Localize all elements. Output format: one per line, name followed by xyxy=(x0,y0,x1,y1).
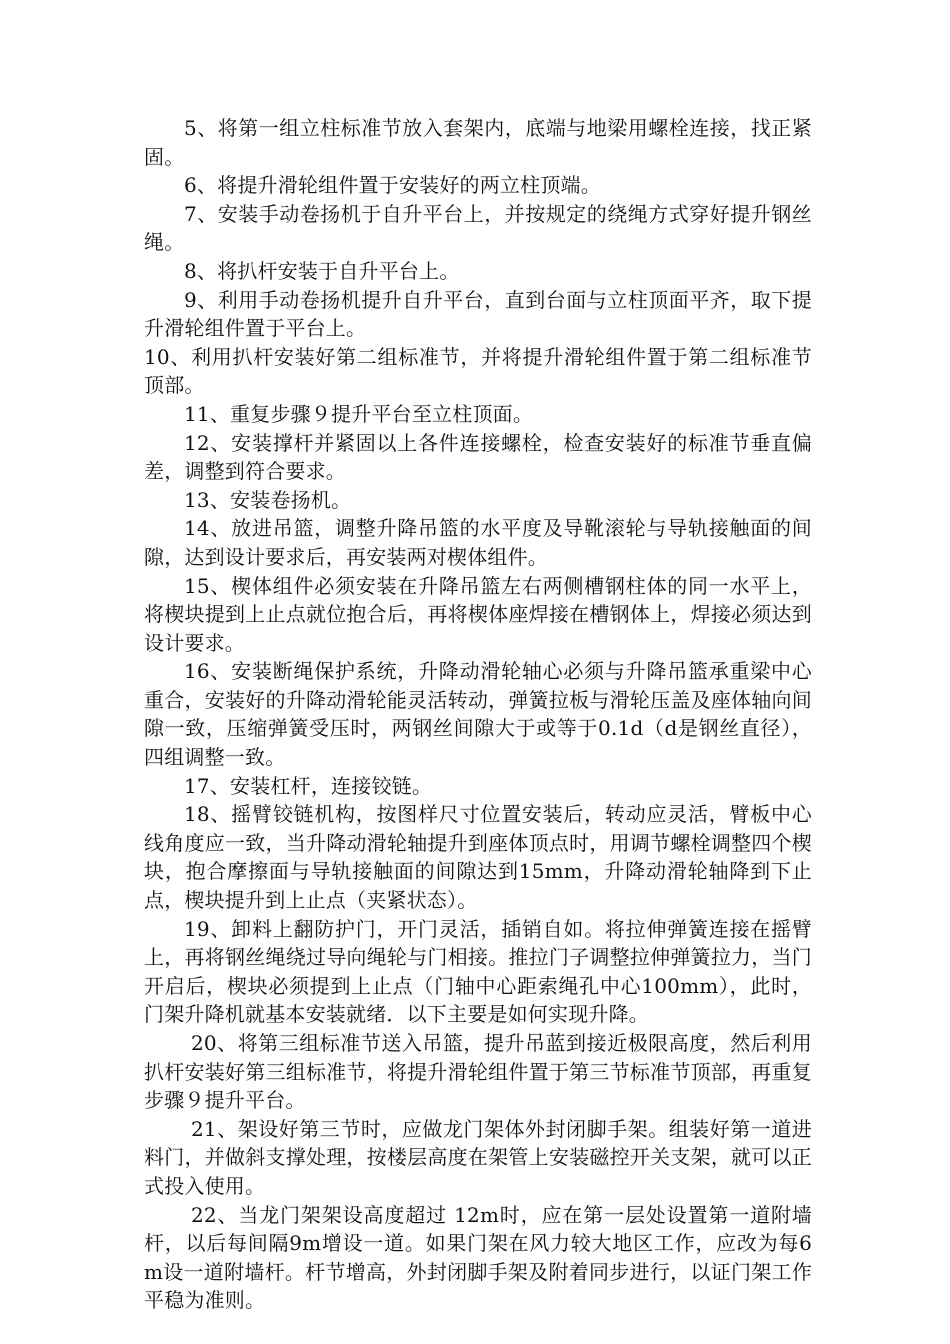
step-18-paragraph: 18、摇臂铰链机构，按图样尺寸位置安装后，转动应灵活，臂板中心线角度应一致，当升降动滑轮轴提升到座体顶点时，用调节螺栓调整四个楔块，抱合摩擦面与导轨接触面的间隙达到15mm，升降动滑轮轴降到下止点，楔块提升到上止点（夹紧状态）。 xyxy=(144,802,812,913)
step-11-paragraph: 11、重复步骤９提升平台至立柱顶面。 xyxy=(184,401,534,426)
step-20-paragraph: 20、将第三组标准节送入吊篮，提升吊蓝到接近极限高度，然后利用扒杆安装好第三组标准节，将提升滑轮组件置于第三节标准节顶部，再重复步骤９提升平台。 xyxy=(144,1031,812,1113)
step-10-paragraph: 10、利用扒杆安装好第二组标准节，并将提升滑轮组件置于第二组标准节顶部。 xyxy=(144,344,812,398)
step-8-paragraph: 8、将扒杆安装于自升平台上。 xyxy=(184,258,460,283)
step-7-paragraph: 7、安装手动卷扬机于自升平台上，并按规定的绕绳方式穿好提升钢丝绳。 xyxy=(144,201,812,255)
step-21-paragraph: 21、架设好第三节时，应做龙门架体外封闭脚手架。组装好第一道进料门，并做斜支撑处理，按楼层高度在架管上安装磁控开关支架，就可以正式投入使用。 xyxy=(144,1116,812,1198)
step-16-paragraph: 16、安装断绳保护系统，升降动滑轮轴心必须与升降吊篮承重梁中心重合，安装好的升降动滑轮能灵活转动，弹簧拉板与滑轮压盖及座体轴向间隙一致，压缩弹簧受压时，两钢丝间隙大于或等于0.1d（d是钢丝直径），四组调整一致。 xyxy=(144,659,812,770)
document-body xyxy=(144,114,812,1315)
step-6-paragraph: 6、将提升滑轮组件置于安装好的两立柱顶端。 xyxy=(184,173,601,198)
step-13-paragraph: 13、安装卷扬机。 xyxy=(184,487,352,512)
step-19-paragraph: 19、卸料上翻防护门，开门灵活，插销自如。将拉伸弹簧连接在摇臂上，再将钢丝绳绕过导向绳轮与门相接。推拉门子调整拉伸弹簧拉力，当门开启后，楔块必须提到上止点（门轴中心距索绳孔中心100mm），此时，门架升降机就基本安装就绪．以下主要是如何实现升降。 xyxy=(144,916,812,1027)
step-5-paragraph: 5、将第一组立柱标准节放入套架内，底端与地梁用螺栓连接，找正紧固。 xyxy=(144,116,812,169)
step-17-paragraph: 17、安装杠杆，连接铰链。 xyxy=(184,773,433,798)
step-9-paragraph: 9、利用手动卷扬机提升自升平台，直到台面与立柱顶面平齐，取下提升滑轮组件置于平台上。 xyxy=(144,287,812,341)
step-12-paragraph: 12、安装撑杆并紧固以上各件连接螺栓，检查安装好的标准节垂直偏差，调整到符合要求。 xyxy=(144,430,812,484)
step-15-paragraph: 15、楔体组件必须安装在升降吊篮左右两侧槽钢柱体的同一水平上，将楔块提到上止点就位抱合后，再将楔体座焊接在槽钢体上，焊接必须达到设计要求。 xyxy=(144,573,812,655)
step-22-paragraph: 22、当龙门架架设高度超过 12m时，应在第一层处设置第一道附墙杆，以后每间隔9m增设一道。如果门架在风力较大地区工作，应改为每6m设一道附墙杆。杆节增高，外封闭脚手架及附着同步进行，以证门架工作平稳为准则。 xyxy=(144,1202,812,1313)
step-14-paragraph: 14、放进吊篮，调整升降吊篮的水平度及导靴滚轮与导轨接触面的间隙，达到设计要求后，再安装两对楔体组件。 xyxy=(144,516,812,569)
